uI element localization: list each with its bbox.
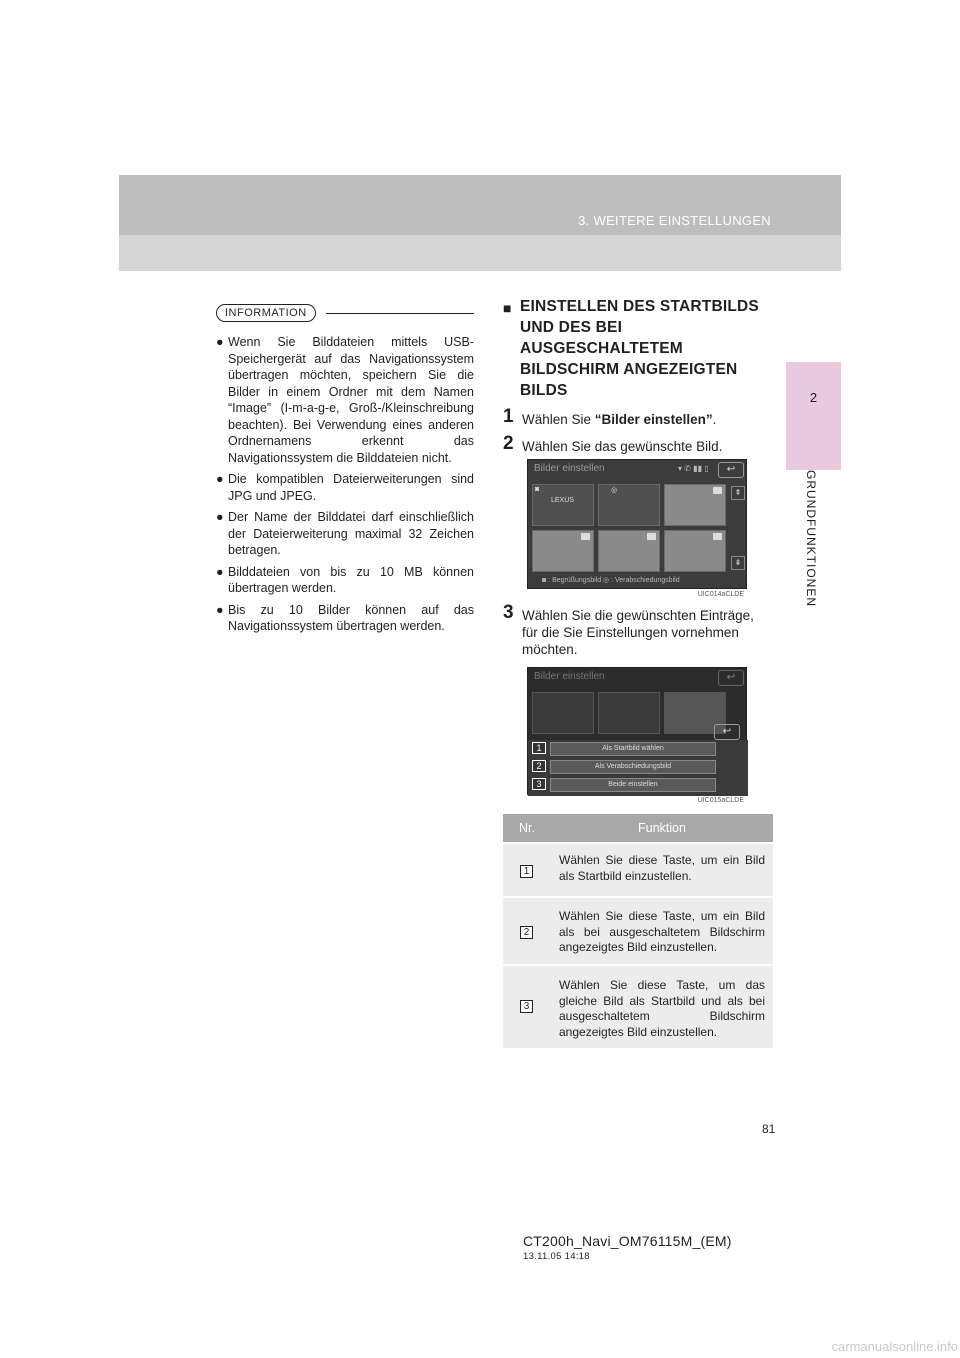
callout-number: 1 xyxy=(532,742,546,754)
list-item: ● Wenn Sie Bilddateien mittels USB-Speichergerät auf das Navigationssystem übertragen möchten, speichern Sie die Bilder in einem Ordner mit dem Namen “Image” (I-m-a-g-e, Groß-/Kleinschreibung beachten). Bei Verwendung eines anderen Ordnernamens erkennt das Navigationssystem die Bilddateien nicht. xyxy=(216,335,474,465)
list-item: ● Der Name der Bilddatei darf einschließlich der Dateierweiterung maximal 32 Zeichen betragen. xyxy=(216,510,474,557)
section-heading: ■ EINSTELLEN DES STARTBILDS UND DES BEI AUSGESCHALTETEM BILDSCHIRM ANGEZEIGTEN BILDS xyxy=(503,298,759,399)
callout-number: 2 xyxy=(532,760,546,772)
scroll-up-icon[interactable]: ⇞ xyxy=(731,486,745,500)
image-code: UIC015aCLDE xyxy=(697,797,744,804)
page-number: 81 xyxy=(762,1122,776,1136)
list-item: ● Die kompatiblen Dateierweiterungen sind JPG und JPEG. xyxy=(216,472,474,503)
bullet-icon: ● xyxy=(216,472,224,486)
function-table xyxy=(503,814,773,1048)
image-thumbnail xyxy=(598,692,660,734)
section-title: 3. WEITERE EINSTELLUNGEN xyxy=(578,213,771,228)
table-row xyxy=(503,964,773,1048)
back-icon[interactable]: ↩ xyxy=(718,670,744,686)
chapter-label-box xyxy=(786,470,841,690)
step-number: 2 xyxy=(503,433,514,454)
bullet-icon: ● xyxy=(216,564,224,579)
section-content xyxy=(503,296,773,455)
image-thumbnail[interactable] xyxy=(532,530,594,572)
bullet-icon: ● xyxy=(216,335,224,349)
set-startup-button[interactable]: Als Startbild wählen xyxy=(550,742,716,756)
watermark: carmanualsonline.info xyxy=(831,1339,958,1354)
row-text: Wählen Sie diese Taste, um ein Bild als Startbild einzustellen. xyxy=(559,853,765,883)
step-number: 1 xyxy=(503,406,514,427)
list-item: ● Bilddateien von bis zu 10 MB können übertragen werden. xyxy=(216,564,474,595)
status-icons: ▾ ✆ ▮▮ ▯ xyxy=(678,464,709,473)
chapter-tab xyxy=(786,362,841,470)
scroll-down-icon[interactable]: ⇟ xyxy=(731,556,745,570)
image-thumbnail[interactable] xyxy=(532,484,594,526)
information-badge: INFORMATION xyxy=(216,304,316,322)
menu-back-icon[interactable]: ↩ xyxy=(714,724,740,740)
bullet-icon: ● xyxy=(216,510,224,524)
image-thumbnail[interactable] xyxy=(598,484,660,526)
list-item: ● Bis zu 10 Bilder können auf das Navigationssystem übertragen werden. xyxy=(216,602,474,633)
image-thumbnail xyxy=(532,692,594,734)
header-nr: Nr. xyxy=(519,821,535,835)
set-both-button[interactable]: Beide einstellen xyxy=(550,778,716,792)
table-row xyxy=(503,842,773,896)
step-1: 1 Wählen Sie “Bilder einstellen”. xyxy=(503,406,717,427)
screenshot-option-menu xyxy=(527,667,747,804)
header-band xyxy=(119,175,841,271)
table-header xyxy=(503,814,773,842)
chapter-label: GRUNDFUNKTIONEN xyxy=(804,470,818,607)
lexus-logo: LEXUS xyxy=(551,497,574,504)
camera-icon xyxy=(581,533,590,540)
header-top-band xyxy=(119,175,841,235)
footer-date: 13.11.05 14:18 xyxy=(523,1251,590,1262)
startup-marker-icon: ◙ xyxy=(535,486,540,493)
step-3: 3 Wählen Sie die gewünschten Einträge, für die Sie Einstellungen vornehmen möchten. xyxy=(503,602,754,657)
step-2: 2 Wählen Sie das gewünschte Bild. xyxy=(503,433,723,454)
row-number: 3 xyxy=(520,1000,533,1013)
camera-icon xyxy=(713,533,722,540)
image-code: UIC014aCLDE xyxy=(697,591,744,598)
screen-title: Bilder einstellen xyxy=(534,671,605,682)
image-thumbnail[interactable] xyxy=(598,530,660,572)
camera-icon xyxy=(647,533,656,540)
square-marker-icon: ■ xyxy=(503,300,512,316)
option-menu xyxy=(528,740,748,796)
information-rule xyxy=(326,313,474,314)
farewell-marker-icon: ◎ xyxy=(611,487,618,494)
image-thumbnail[interactable] xyxy=(664,484,726,526)
image-thumbnail[interactable] xyxy=(664,530,726,572)
header-funktion: Funktion xyxy=(638,821,686,835)
set-farewell-button[interactable]: Als Verabschiedungsbild xyxy=(550,760,716,774)
information-box xyxy=(216,303,474,640)
row-text: Wählen Sie diese Taste, um ein Bild als bei ausgeschaltetem Bildschirm angezeigtes Bild einzustellen. xyxy=(559,909,765,954)
row-number: 1 xyxy=(520,865,533,878)
legend: ◙ : Begrüßungsbild ◎ : Verabschiedungsbild xyxy=(542,577,680,584)
table-row xyxy=(503,896,773,964)
step-number: 3 xyxy=(503,602,514,623)
chapter-number: 2 xyxy=(809,390,818,405)
information-list xyxy=(216,334,474,635)
row-number: 2 xyxy=(520,926,533,939)
back-icon[interactable]: ↩ xyxy=(718,462,744,478)
screen-title: Bilder einstellen xyxy=(534,463,605,474)
screenshot-image-selection xyxy=(527,459,747,598)
row-text: Wählen Sie diese Taste, um das gleiche Bild als Startbild und als bei ausgeschaltetem Bildschirm angezeigtes Bild einzustellen. xyxy=(559,978,765,1039)
footer-model: CT200h_Navi_OM76115M_(EM) xyxy=(523,1233,732,1249)
camera-icon xyxy=(713,487,722,494)
callout-number: 3 xyxy=(532,778,546,790)
bullet-icon: ● xyxy=(216,602,224,617)
